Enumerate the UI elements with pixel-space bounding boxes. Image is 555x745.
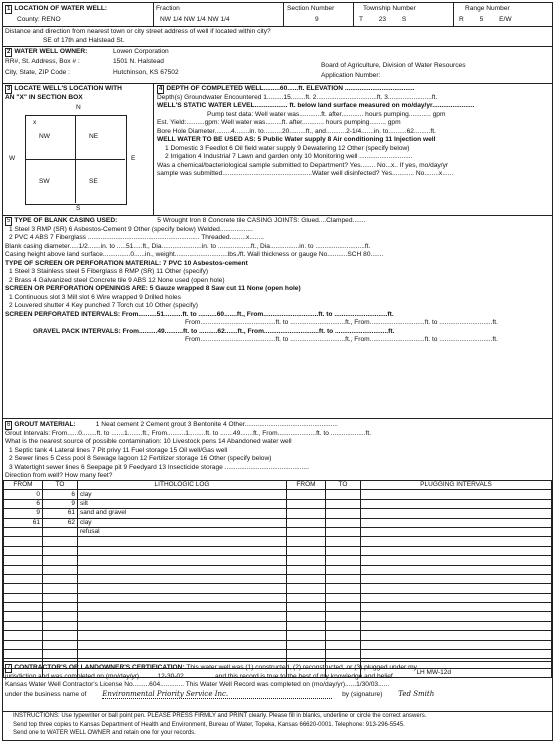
use-options-1: 1 Domestic 3 Feedlot 6 Oil field water supply 9 Dewatering 12 Other (specify below) <box>165 144 410 152</box>
business-name-label: under the business name of <box>5 690 87 698</box>
pump-test-line: Pump test data: Well water was............ft. after............ hours pumping............ gpm <box>207 110 446 118</box>
gravel-pack-line-2: From.........................................ft. to ..............................ft., From..............................ft. to .............................ft. <box>185 336 498 343</box>
perforated-intervals-line-2: From.........................................ft. to ..............................ft., From..............................ft. to .............................ft. <box>185 319 498 326</box>
license-line: Kansas Water Well Contractor's License No.........604............. This Water Well Record was completed on (mo/day/yr)......1/30/03...... <box>5 681 390 688</box>
section-box <box>25 115 127 205</box>
instructions-line-2: Send top three copies to Kansas Department of Health and Environment, Bureau of Water, Topeka, Kansas 66620-0001. Telephone: 913-296-5545. <box>13 721 405 728</box>
casing-line-1: 5 Wrought Iron 8 Concrete tile CASING JOINTS: Glued....Clamped....... <box>157 217 366 224</box>
table-row <box>4 612 552 621</box>
township-number: T 23 S <box>359 16 407 23</box>
table-row <box>4 640 552 649</box>
section-7: 7 CONTRACTOR'S OR LANDOWNER'S CERTIFICATION: This water well was (1) constructed, (2) reconstructed, or (3) plugged under my jurisdiction and was completed on (mo/day/yr)..........12-30-02.................and this record is true to the best of my knowledge and belief. Kansas Water Well Contractor's License No.........604............. This Water Well Record was completed on (mo/day/yr)......1/30/03...... under the business name of Environmental Priority Service Inc. by (signature) Ted Smith <box>5 664 551 698</box>
table-row: 6 9 silt <box>4 499 552 508</box>
use-options-2: 2 Irrigation 4 Industrial 7 Lawn and garden only 10 Monitoring well ............................. <box>165 153 413 160</box>
table-row: 0 6 clay <box>4 490 552 499</box>
use-line: WELL WATER TO BE USED AS: 5 Public Water supply 8 Air conditioning 11 Injection well <box>157 136 436 143</box>
rule <box>153 83 154 215</box>
section-6: 6 GROUT MATERIAL: 1 Neat cement 2 Cement grout 3 Bentonite 4 Other................................................... Grout Intervals: From......0........ft. to .......1........ft., From..........1.........ft. to .......49.......ft., From.....................ft. to ...................ft. What is the nearest source of possible contamination: 10 Livestock pens 14 Abandoned water well 1 Septic tank 4 Lateral lines 7 Pit privy 11 Fuel storage 15 Oil well/Gas well 2 Sewer lines 5 Cess pool 8 Sewage lagoon 12 Fertilizer storage 16 Other (specify below) 3 Watertight sewer lines 6 Seepage pit 9 Feedyard 13 Insecticide storage .............................................. Direction from well? How many feet? <box>5 421 551 481</box>
rule <box>153 3 154 26</box>
application-number-label: Application Number: <box>321 72 381 79</box>
water-well-record-form <box>2 2 553 741</box>
table-row <box>4 631 552 640</box>
distance-answer: SE of 17th and Halstead St. <box>43 37 125 44</box>
county: County: RENO <box>17 16 61 23</box>
contamination-options-2: 2 Sewer lines 5 Cess pool 8 Sewage lagoon 12 Fertilizer storage 16 Other (specify below) <box>9 455 272 462</box>
lithologic-log-table <box>3 480 552 678</box>
rule <box>3 215 552 216</box>
sample-line: Was a chemical/bacteriological sample submitted to Department? Yes........ No...x.. If yes, mo/day/yr <box>157 161 449 169</box>
signature-label: by (signature) <box>342 690 383 698</box>
township-label: Township Number <box>363 5 416 12</box>
sw-label: SW <box>39 178 50 185</box>
rule <box>453 3 454 26</box>
table-row <box>4 574 552 583</box>
rule <box>3 26 552 27</box>
instructions <box>5 713 551 739</box>
screen-options-2: 2 Brass 4 Galvanized steel Concrete tile 9 ABS 12 None used (open hole) <box>9 276 225 284</box>
nw-label: NW <box>39 133 50 140</box>
openings-options-2: 2 Louvered shutter 4 Key punched 7 Torch cut 10 Other (specify) <box>9 302 199 309</box>
header-to-2: TO <box>326 481 361 490</box>
grout-title: GROUT MATERIAL: <box>14 421 76 428</box>
perforated-intervals-line: SCREEN PERFORATED INTERVALS: From..........51..........ft. to ..........60.......ft., From..............................ft. to .............................ft. <box>5 310 394 318</box>
section-1-title: 1 LOCATION OF WATER WELL: <box>7 5 108 12</box>
board-label: Board of Agriculture, Division of Water Resources <box>321 62 466 69</box>
table-row <box>4 546 552 555</box>
certification-title: CONTRACTOR'S OR LANDOWNER'S CERTIFICATION: <box>14 664 185 671</box>
groundwater-line: Depth(s) Groundwater Encountered 1.........15........ft. 2.................................ft. 3........................ft. <box>157 93 438 101</box>
ne-label: NE <box>89 133 99 140</box>
grout-intervals: Grout Intervals: From......0........ft. to .......1........ft., From..........1.........ft. to .......49.......ft., From.....................ft. to ...................ft. <box>5 429 372 437</box>
north-label: N <box>76 104 81 111</box>
header-plugging-intervals: PLUGGING INTERVALS <box>361 481 552 490</box>
completion-line: jurisdiction and was completed on (mo/day/yr)..........12-30-02.................and this record is true to the best of my knowledge and belief. <box>5 672 395 680</box>
openings-options-1: 1 Continuous slot 3 Mill slot 6 Wire wrapped 9 Drilled holes <box>9 293 181 301</box>
fraction-label: Fraction <box>156 5 180 12</box>
disinfect-line: sample was submitted.................................................Water well disinfected? Yes............ No........x...... <box>157 170 454 177</box>
screen-material-line: TYPE OF SCREEN OR PERFORATION MATERIAL: 7 PVC 10 Asbestos-cement <box>5 259 248 267</box>
bore-hole-line: Bore Hole Diameter.........4........in. to..........20.........ft., and...........2-1/4.......in. to..........62.........ft. <box>157 127 436 135</box>
table-row <box>4 565 552 574</box>
depth-line: DEPTH OF COMPLETED WELL.........60......ft. ELEVATION ...................................... <box>166 85 415 92</box>
table-row <box>4 593 552 602</box>
rule <box>3 711 552 712</box>
contamination-options-1: 1 Septic tank 4 Lateral lines 7 Pit privy 11 Fuel storage 15 Oil well/Gas well <box>9 446 228 454</box>
rule <box>3 46 552 47</box>
casing-diameter-line: Blank casing diameter.....1/2.......in. to .....51.....ft., Dia......................in. to ..................ft., Dia................in. to ...........................ft. <box>5 242 371 250</box>
table-row <box>4 621 552 630</box>
owner-name: Lowen Corporation <box>113 48 169 55</box>
address: 1501 N. Halstead <box>113 58 164 65</box>
city: Hutchinson, KS 67502 <box>113 69 179 76</box>
section-2-title: 2 WATER WELL OWNER: <box>7 48 88 55</box>
casing-line-2: 1 Steel 3 RMP (SR) 6 Asbestos-Cement 9 Other (specify below) Welded.................. <box>9 225 253 233</box>
static-level-line: WELL'S STATIC WATER LEVEL.................. ft. below land surface measured on mo/day/yr....................... <box>157 102 475 109</box>
se-label: SE <box>89 178 98 185</box>
table-header-row <box>4 481 552 490</box>
table-row <box>4 584 552 593</box>
table-row: refusal <box>4 527 552 536</box>
distance-question: Distance and direction from nearest town or city street address of well if located within city? <box>5 28 271 35</box>
table-row <box>4 603 552 612</box>
table-row <box>4 650 552 659</box>
table-row: 61 62 clay <box>4 518 552 527</box>
signature: Ted Smith <box>398 689 435 698</box>
table-row <box>4 556 552 565</box>
section-5: 5 TYPE OF BLANK CASING USED: 5 Wrought Iron 8 Concrete tile CASING JOINTS: Glued....Clamped....... 1 Steel 3 RMP (SR) 6 Asbestos-Cement 9 Other (specify below) Welded.................. 2 PVC 4 ABS 7 Fiberglass ............................................................. Threaded.........x........ Blank casing diameter.....1/2.......in. to .....51.....ft., Dia......................in. to ..................ft., Dia................in. to ...........................ft. Casing height above land surface...............0......in., weight.............................lbs./ft. Wall thickness or gauge No...........SCH 80....... TYPE OF SCREEN OR PERFORATION MATERIAL: 7 PVC 10 Asbestos-cement 1 Steel 3 Stainless steel 5 Fiberglass 8 RMP (SR) 11 Other (specify) 2 Brass 4 Galvanized steel Concrete tile 9 ABS 12 None used (open hole) SCREEN OR PERFORATION OPENINGS ARE: 5 Gauze wrapped 8 Saw cut 11 None (open hole) 1 Continuous slot 3 Mill slot 6 Wire wrapped 9 Drilled holes 2 Louvered shutter 4 Key punched 7 Torch cut 10 Other (specify) SCREEN PERFORATED INTERVALS: From..........51..........ft. to ..........60.......ft., From..............................ft. to .............................ft. From.........................................ft. to ..............................ft., From..............................ft. to .............................ft. GRAVEL PACK INTERVALS: From..........49..........ft. to ..........62.......ft., From..............................ft. to .............................ft. From.........................................ft. to ..............................ft., From..............................ft. to .............................ft. <box>5 217 551 345</box>
rule <box>283 3 284 26</box>
contamination-options-3: 3 Watertight sewer lines 6 Seepage pit 9 Feedyard 13 Insecticide storage .............................................. <box>9 463 309 471</box>
screen-options-1: 1 Steel 3 Stainless steel 5 Fiberglass 8 RMP (SR) 11 Other (specify) <box>9 268 209 275</box>
casing-height-line: Casing height above land surface...............0......in., weight.............................lbs./ft. Wall thickness or gauge No...........SCH 80....... <box>5 251 384 258</box>
gravel-pack-line: GRAVEL PACK INTERVALS: From..........49..........ft. to ..........62.......ft., From..............................ft. to .............................ft. <box>33 327 395 335</box>
west-label: W <box>9 155 16 162</box>
header-from: FROM <box>4 481 43 490</box>
address-label: RR#, St. Address, Box # : <box>5 58 80 65</box>
rule <box>3 418 552 419</box>
fraction-value: NW 1/4 NW 1/4 NW 1/4 <box>160 16 230 23</box>
table-row: 9 61 sand and gravel <box>4 509 552 518</box>
header-to: TO <box>43 481 78 490</box>
table-row <box>4 537 552 546</box>
header-from-2: FROM <box>287 481 326 490</box>
rule <box>353 3 354 26</box>
rule <box>25 159 125 160</box>
east-label: E <box>131 155 136 162</box>
contamination-question: What is the nearest source of possible contamination: 10 Livestock pens 14 Abandoned water well <box>5 438 292 445</box>
yield-line: Est. Yield:..........gpm: Well water was.........ft. after............ hours pumping......... gpm <box>157 119 401 126</box>
certification-text: This water well was (1) constructed, (2) reconstructed, or (3) plugged under my <box>186 664 417 671</box>
well-location-mark: x <box>33 119 37 126</box>
section-4: 4 DEPTH OF COMPLETED WELL.........60......ft. ELEVATION ...................................... Depth(s) Groundwater Encountered 1.........15........ft. 2.................................ft. 3........................ft. WELL'S STATIC WATER LEVEL.................. ft. below land surface measured on mo/day/yr....................... Pump test data: Well water was............ft. after............ hours pumping............ gpm Est. Yield:..........gpm: Well water was.........ft. after............ hours pumping......... gpm Bore Hole Diameter.........4........in. to..........20.........ft., and...........2-1/4.......in. to..........62.........ft. WELL WATER TO BE USED AS: 5 Public Water supply 8 Air conditioning 11 Injection well 1 Domestic 3 Feedlot 6 Oil field water supply 9 Dewatering 12 Other (specify below) 2 Irrigation 4 Industrial 7 Lawn and garden only 10 Monitoring well ............................. Was a chemical/bacteriological sample submitted to Department? Yes........ No...x.. If yes, mo/day/yr sample was submitted.................................................Water well disinfected? Yes............ No........x...... <box>157 85 552 179</box>
instructions-line-1: INSTRUCTIONS: Use typewriter or ball point pen. PLEASE PRESS FIRMLY and PRINT clearly. Please fill in blanks, underline or circle the correct answers. <box>13 713 427 719</box>
direction-line: Direction from well? How many feet? <box>5 472 113 479</box>
business-name: Environmental Priority Service Inc. <box>102 690 332 700</box>
instructions-line-3: Send one to WATER WELL OWNER and retain one for your records. <box>13 730 196 736</box>
section-3-subtitle: AN "X" IN SECTION BOX <box>5 94 83 101</box>
south-label: S <box>76 205 81 212</box>
header-lithologic-log: LITHOLOGIC LOG <box>78 481 287 490</box>
form-id: LH MW-12d <box>361 668 552 677</box>
section-3-title: 3 LOCATE WELL'S LOCATION WITH <box>7 85 122 92</box>
range-number: R 5 E/W <box>459 16 512 23</box>
section-number: 9 <box>315 16 319 23</box>
rule <box>3 83 552 84</box>
casing-line-3: 2 PVC 4 ABS 7 Fiberglass ............................................................. Threaded.........x........ <box>9 234 264 241</box>
casing-title: TYPE OF BLANK CASING USED: <box>14 217 118 224</box>
openings-line: SCREEN OR PERFORATION OPENINGS ARE: 5 Gauze wrapped 8 Saw cut 11 None (open hole) <box>5 285 301 292</box>
city-label: City, State, ZIP Code : <box>5 69 70 76</box>
section-number-label: Section Number <box>287 5 335 12</box>
grout-options: 1 Neat cement 2 Cement grout 3 Bentonite 4 Other................................................... <box>95 421 339 428</box>
range-label: Range Number <box>465 5 510 12</box>
